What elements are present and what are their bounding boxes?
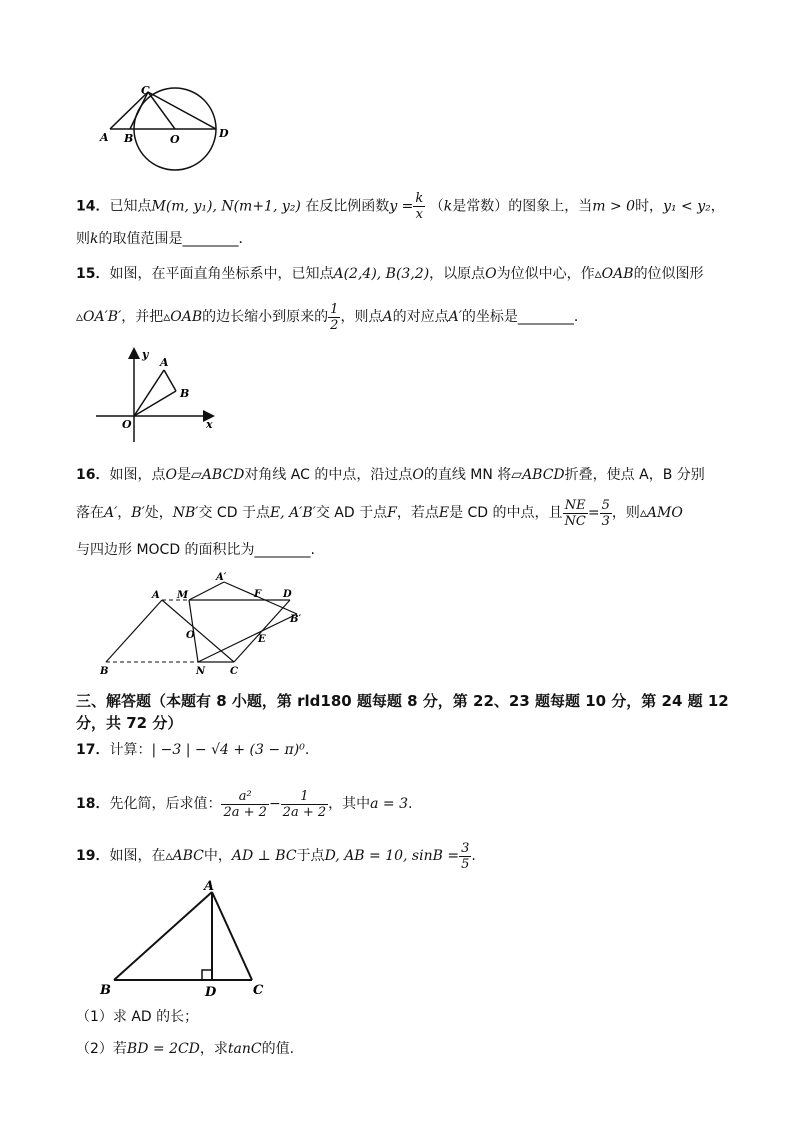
- svg-text:A′: A′: [216, 572, 227, 583]
- q18: 18．先化简，后求值： $\frac{\text{a²}}{2a + 2}$ − $\frac{1}{2a + 2}$ ，其中a = 3.: [76, 788, 413, 820]
- svg-text:B: B: [100, 666, 109, 677]
- fraction-ne-nc: $\frac{NE}{NC}$: [564, 497, 586, 529]
- svg-text:B: B: [180, 387, 190, 400]
- q14-line2: 则k的取值范围是________．: [76, 231, 253, 247]
- label-A: A: [100, 131, 109, 144]
- q15-line1: 15．如图，在平面直角坐标系中，已知点A(2,4), B(3,2)，以原点O为位似中心，作▵OAB的位似图形: [76, 266, 704, 282]
- svg-text:F: F: [254, 589, 262, 600]
- q17: 17．计算：| −3 | − √4 + (3 − π)⁰.: [76, 742, 310, 758]
- svg-text:D: D: [283, 589, 292, 600]
- section-title: 三、解答题（本题有 8 小题，第 rld180 题每题 8 分，第 22、23 题每题 10 分，第 24 题 12 分，共 72 分）: [76, 692, 729, 732]
- q19-line1: 19．如图，在▵ABC中，AD ⊥ BC于点D, AB = 10, sinB = $\frac{3}{5}$ .: [76, 840, 476, 872]
- fraction-3-5: $\frac{3}{5}$: [461, 840, 470, 872]
- svg-text:N: N: [196, 666, 206, 677]
- svg-text:O: O: [122, 418, 132, 431]
- svg-text:A: A: [204, 879, 215, 894]
- fraction-1-over-2a2: $\frac{1}{2a + 2}$: [282, 788, 327, 820]
- svg-text:M: M: [177, 590, 189, 601]
- svg-text:A: A: [152, 590, 160, 601]
- coordinate-figure: [92, 344, 222, 444]
- q16-line2: 落在A′，B′处，NB′交 CD 于点E, A′B′交 AD 于点F，若点E是 CD 的中点，且 $\frac{NE}{NC}$ = $\frac{5}{3}$ ，则▵AMO: [76, 497, 683, 529]
- svg-text:B′: B′: [290, 614, 302, 625]
- q19-part1: （1）求 AD 的长；: [76, 1009, 199, 1025]
- label-O: O: [170, 133, 180, 146]
- q16-number: 16．: [76, 467, 110, 483]
- q14-line1: 14．已知点M(m, y₁), N(m+1, y₂) 在反比例函数y = $\frac{k}{x}$ （k是常数）的图象上，当m > 0时，y₁ < y₂，: [76, 191, 725, 222]
- svg-text:C: C: [230, 666, 238, 677]
- svg-text:E: E: [258, 634, 266, 645]
- circle-figure: [96, 82, 246, 182]
- label-D: D: [219, 127, 229, 140]
- q15-number: 15．: [76, 266, 110, 282]
- svg-text:O: O: [186, 630, 195, 641]
- svg-text:D: D: [205, 985, 217, 1000]
- q14-number: 14．: [76, 198, 110, 215]
- svg-text:x: x: [206, 418, 213, 431]
- fraction-k-over-x: $\frac{k}{x}$: [415, 191, 424, 222]
- q16-line3: 与四边形 MOCD 的面积比为________.: [76, 542, 316, 558]
- fraction-a2-over-2a2: $\frac{\text{a²}}{2a + 2}$: [223, 788, 267, 820]
- q16-line1: 16．如图，点O是▱ABCD对角线 AC 的中点，沿过点O的直线 MN 将▱ABCD折叠，使点 A，B 分别: [76, 467, 705, 483]
- fraction-5-3: $\frac{5}{3}$: [601, 497, 610, 529]
- label-C: C: [141, 84, 150, 97]
- svg-text:y: y: [142, 348, 149, 361]
- triangle-figure: [96, 878, 276, 1000]
- q15-line2: ▵OA′B′，并把▵OAB的边长缩小到原来的 $\frac{1}{2}$ ，则点A的对应点A′的坐标是________．: [76, 301, 588, 333]
- svg-text:C: C: [253, 983, 264, 998]
- q19-part2: （2）若BD = 2CD，求tanC的值.: [76, 1041, 295, 1057]
- svg-text:A: A: [160, 356, 169, 369]
- fraction-one-half: $\frac{1}{2}$: [330, 301, 339, 333]
- label-B: B: [124, 132, 134, 145]
- svg-text:B: B: [100, 983, 111, 998]
- parallelogram-figure: [94, 570, 314, 682]
